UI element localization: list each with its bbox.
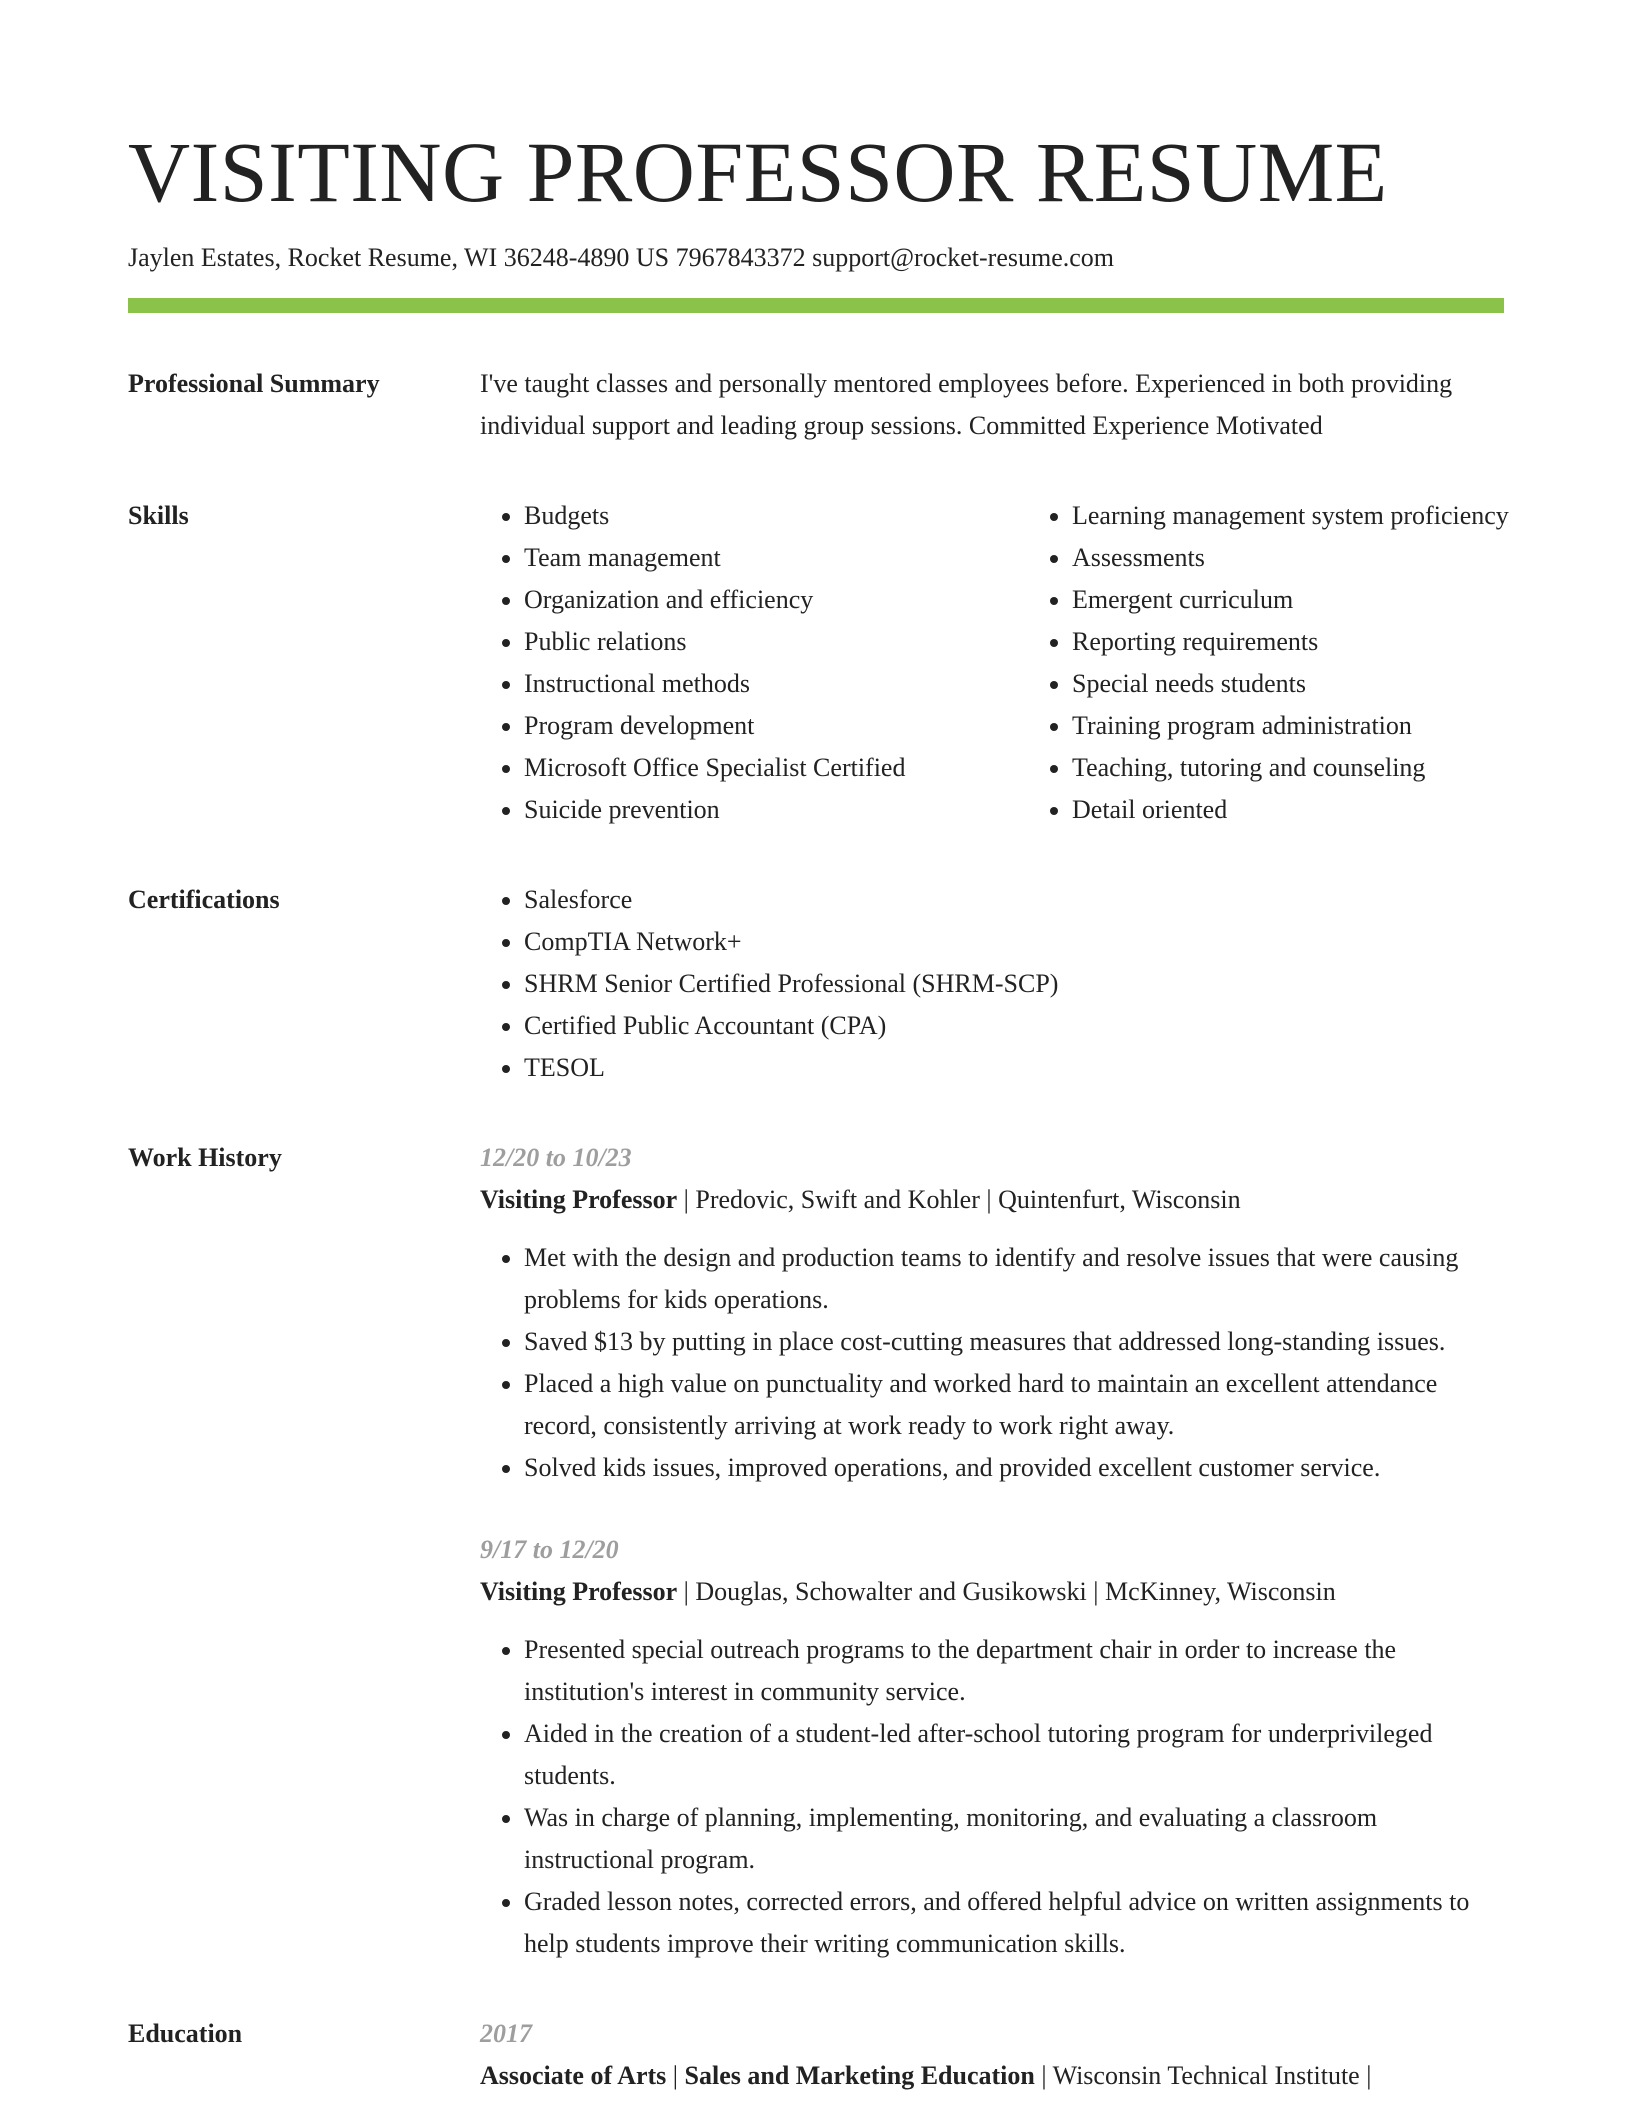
job-bullet: • Saved $13 by putting in place cost-cutting measures that addressed long-standing issues. — [524, 1321, 1504, 1363]
job-bullet: • Presented special outreach programs to the department chair in order to increase the institution's interest in community service. — [524, 1629, 1504, 1713]
skill-item: • Assessments — [1072, 537, 1532, 579]
skill-item: • Program development — [524, 705, 984, 747]
accent-divider — [128, 298, 1504, 313]
job-entry — [480, 1529, 1504, 1965]
certification-item: • SHRM Senior Certified Professional (SHRM-SCP) — [524, 963, 1504, 1005]
resume-title: VISITING PROFESSOR RESUME — [128, 124, 1388, 220]
job-heading — [480, 1571, 1504, 1613]
skill-item: • Microsoft Office Specialist Certified — [524, 747, 984, 789]
skill-item: • Organization and efficiency — [524, 579, 984, 621]
skill-item: • Suicide prevention — [524, 789, 984, 831]
skill-item: • Instructional methods — [524, 663, 984, 705]
skill-item: • Reporting requirements — [1072, 621, 1532, 663]
skills-list-left — [480, 495, 984, 831]
skill-item: • Learning management system proficiency — [1072, 495, 1532, 537]
job-bullet: • Placed a high value on punctuality and worked hard to maintain an excellent attendance record, consistently arriving at work ready to work right away. — [524, 1363, 1504, 1447]
job-title: Visiting Professor — [480, 1577, 678, 1606]
education-section — [128, 2013, 1504, 2097]
education-degree: Associate of Arts — [480, 2061, 667, 2090]
skill-item: • Teaching, tutoring and counseling — [1072, 747, 1532, 789]
skills-section — [128, 495, 1509, 831]
skill-item: • Detail oriented — [1072, 789, 1532, 831]
skill-item: • Team management — [524, 537, 984, 579]
job-dates: 12/20 to 10/23 — [480, 1143, 632, 1172]
job-bullets — [480, 1237, 1504, 1489]
job-bullet: • Solved kids issues, improved operations, and provided excellent customer service. — [524, 1447, 1504, 1489]
job-heading — [480, 1179, 1504, 1221]
job-bullet: • Aided in the creation of a student-led after-school tutoring program for underprivileged students. — [524, 1713, 1504, 1797]
summary-text: I've taught classes and personally mentored employees before. Experienced in both providing individual support and leading group sessions. Committed Experience Motivated — [480, 369, 1453, 440]
section-label-skills: Skills — [128, 501, 189, 530]
resume-page — [128, 0, 1509, 2097]
skill-item: • Training program administration — [1072, 705, 1532, 747]
certification-item: • TESOL — [524, 1047, 1504, 1089]
job-bullet: • Graded lesson notes, corrected errors, and offered helpful advice on written assignments to help students improve their writing communication skills. — [524, 1881, 1504, 1965]
certifications-section — [128, 879, 1504, 1089]
skill-item: • Public relations — [524, 621, 984, 663]
job-entry — [480, 1137, 1504, 1489]
education-field: Sales and Marketing Education — [684, 2061, 1035, 2090]
job-details: | Predovic, Swift and Kohler | Quintenfurt, Wisconsin — [677, 1185, 1241, 1214]
job-details: | Douglas, Schowalter and Gusikowski | McKinney, Wisconsin — [677, 1577, 1336, 1606]
skill-item: • Budgets — [524, 495, 984, 537]
certification-item: • CompTIA Network+ — [524, 921, 1504, 963]
section-label-education: Education — [128, 2019, 243, 2048]
skills-list-right — [1028, 495, 1532, 831]
skill-item: • Emergent curriculum — [1072, 579, 1532, 621]
section-label-work-history: Work History — [128, 1143, 282, 1172]
job-title: Visiting Professor — [480, 1185, 678, 1214]
job-dates: 9/17 to 12/20 — [480, 1535, 619, 1564]
job-bullet: • Was in charge of planning, implementing, monitoring, and evaluating a classroom instructional program. — [524, 1797, 1504, 1881]
certification-item: • Certified Public Accountant (CPA) — [524, 1005, 1504, 1047]
section-label-certifications: Certifications — [128, 885, 280, 914]
skill-item: • Special needs students — [1072, 663, 1532, 705]
summary-section — [128, 363, 1504, 447]
work-history-section — [128, 1137, 1504, 1965]
job-bullets — [480, 1629, 1504, 1965]
education-separator: | — [666, 2061, 685, 2090]
education-dates: 2017 — [480, 2019, 532, 2048]
job-bullet: • Met with the design and production teams to identify and resolve issues that were causing problems for kids operations. — [524, 1237, 1504, 1321]
education-details: | Wisconsin Technical Institute | — [1034, 2061, 1372, 2090]
contact-line: Jaylen Estates, Rocket Resume, WI 36248-4890 US 7967843372 support@rocket-resume.com — [128, 243, 1115, 272]
certifications-list — [480, 879, 1504, 1089]
section-label-summary: Professional Summary — [128, 369, 380, 398]
certification-item: • Salesforce — [524, 879, 1504, 921]
education-heading — [480, 2055, 1504, 2097]
